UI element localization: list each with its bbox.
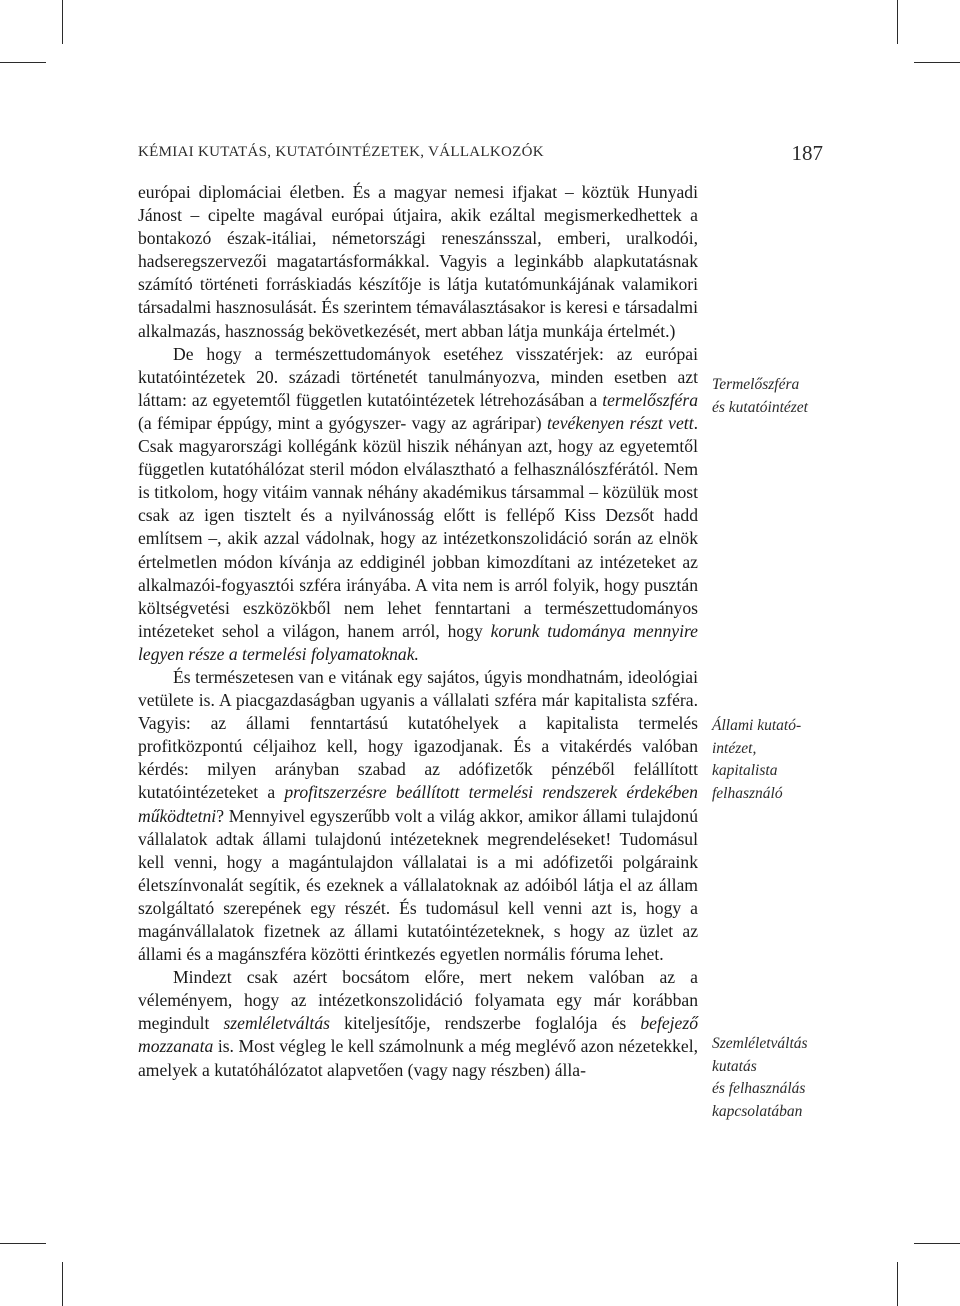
paragraph-4 xyxy=(138,966,698,1081)
paragraph-4-text-b: kiteljesítője, rendszerbe foglalója és xyxy=(329,1013,641,1034)
margin-note-2-line-3: kapitalista xyxy=(712,762,778,779)
running-head: KÉMIAI KUTATÁS, KUTATÓINTÉZETEK, VÁLLALKOZÓK xyxy=(138,144,544,160)
body-text xyxy=(138,181,698,1082)
paragraph-2-text-a: De hogy a természettudományok esetéhez visszatérjek: az európai kutatóintézetek 20. századi történetét tanulmányozva, minden esetben azt láttam: az egyetemtől független kutatóintézetek létrehozásában a xyxy=(138,343,698,410)
crop-mark-top-right-vertical xyxy=(897,0,898,44)
crop-mark-bottom-left-horizontal xyxy=(0,1243,46,1244)
margin-note-2-line-2: intézet, xyxy=(712,739,757,757)
margin-note-3-line-2: kutatás xyxy=(712,1057,757,1075)
margin-note-3-line-1: Szemléletváltás xyxy=(712,1035,808,1052)
margin-note-2-line-4: felhasználó xyxy=(712,784,783,802)
emphasis-profitszerzesre: profitszerzésre beállított termelési rendszerek érdekében működtetni xyxy=(138,782,698,826)
crop-mark-bottom-right-vertical xyxy=(897,1262,898,1306)
paragraph-3 xyxy=(138,666,698,966)
emphasis-termeloszfera: termelőszféra xyxy=(602,389,698,410)
page-number: 187 xyxy=(791,141,823,165)
paragraph-1 xyxy=(138,181,698,343)
emphasis-befejezo-mozzanata: befejező mozzanata xyxy=(138,1013,698,1057)
paragraph-1-text: európai diplomáciai életben. És a magyar nemesi ifjakat – köztük Hunyadi Jánost – cipelte magával európai útjaira, akik ezáltal megismerkedhettek a bontakozó észak-itáliai, németországi reneszánsszal, emberi, uralkodói, hadseregszervezői magatartásformákkal. Vagyis a leginkább alapkutatásnak számító történeti forráskiadás készítője is látja kutatómunkájának valamikori társadalmi hasznosulását. És szerintem témaválasztásakor is keresi e társadalmi alkalmazás, hasznosság bekövetkezését, mert abban látja munkája értelmét.) xyxy=(138,182,698,341)
crop-mark-top-left-vertical xyxy=(62,0,63,44)
paragraph-3-text-b: ? Mennyivel egyszerűbb volt a világ akkor, amikor állami tulajdonú vállalatok adtak állami tulajdonú intézeteknek megrendeléseket! Tudomásul kell venni, hogy a magántulajdon vállalatai is a mi adófizetői polgáraink életszínvonalát segítik, és ezeknek a vállalatoknak az adóiból látja el az állam szolgáltató szerepének egy részét. És tudomásul kell venni azt is, hogy a magánvállalatok fizetnek az állami kutatóintézeteknek, s hogy az üzlet az állami és a magánszféra közötti érintkezés egyetlen normális fóruma lehet. xyxy=(138,805,698,965)
paragraph-2-text-b: (a fémipar éppúgy, mint a gyógyszer- vagy az agráripar) xyxy=(138,412,548,433)
crop-mark-top-right-horizontal xyxy=(914,62,960,63)
margin-note-1-line-2: és kutatóintézet xyxy=(712,398,808,416)
emphasis-tevekenyen: tevékenyen részt vett xyxy=(547,412,694,433)
crop-mark-top-left-horizontal xyxy=(0,62,46,63)
margin-note-3-line-3: és felhasználás xyxy=(712,1080,806,1097)
paragraph-2 xyxy=(138,343,698,666)
margin-note-2-line-1: Állami kutató- xyxy=(712,717,802,734)
crop-mark-bottom-right-horizontal xyxy=(914,1243,960,1244)
emphasis-korunk-tudomanya: korunk tudománya mennyire legyen része a termelési folyamatoknak. xyxy=(138,620,698,664)
paragraph-4-text-a: Mindezt csak azért bocsátom előre, mert nekem valóban az a véleményem, hogy az intézetkonszolidáció folyamata egy már korábban megindult xyxy=(138,967,698,1034)
crop-mark-bottom-left-vertical xyxy=(62,1262,63,1306)
paragraph-2-text-c: . Csak magyarországi kollégánk közül hiszik néhányan azt, hogy az egyetemtől független kutatóhálózat steril módon elválasztható a felhasználószférától. Nem is titkolom, hogy vitáim vannak néhány akadémikus társammal – közülük most csak az igen tisztelt és a nyilvánosság előtt is fellépő Kiss Dezsőt hadd említsem –, akik azzal vádolnak, hogy az intézetkonszolidáció során az elnök értelmetlen módon kívánja az eddiginél jobban kimozdítani az intézeteket az alkalmazói-fogyasztói szféra irányába. A vita nem is arról folyik, hogy pusztán költségvetési eszközökből nem lehet fenntartani a természettudományos intézeteket sehol a világon, hanem arról, hogy xyxy=(138,412,698,641)
paragraph-3-text-a: És természetesen van e vitának egy sajátos, úgyis mondhatnám, ideológiai vetülete is. A piacgazdaságban ugyanis a vállalati szféra már kapitalista szféra. Vagyis: az állami fenntartású kutatóhelyek a kapitalista termelés profitközpontú céljaihoz kell, hogy igazodjanak. És a vitakérdés valóban kérdés: milyen arányban szabad az adófizetők pénzéből felállított kutatóintézeteket a xyxy=(138,666,698,803)
margin-note-3 xyxy=(712,1033,832,1123)
margin-note-1 xyxy=(712,374,832,419)
margin-note-3-line-4: kapcsolatában xyxy=(712,1102,803,1120)
emphasis-szemleletvaltas: szemléletváltás xyxy=(223,1013,330,1034)
margin-note-2 xyxy=(712,715,832,805)
margin-note-1-line-1: Termelőszféra xyxy=(712,376,800,393)
paragraph-4-text-c: is. Most végleg le kell számolnunk a még meglévő azon nézetekkel, amelyek a kutatóhálózatot alapvetően (vagy nagy részben) álla- xyxy=(138,1036,698,1080)
